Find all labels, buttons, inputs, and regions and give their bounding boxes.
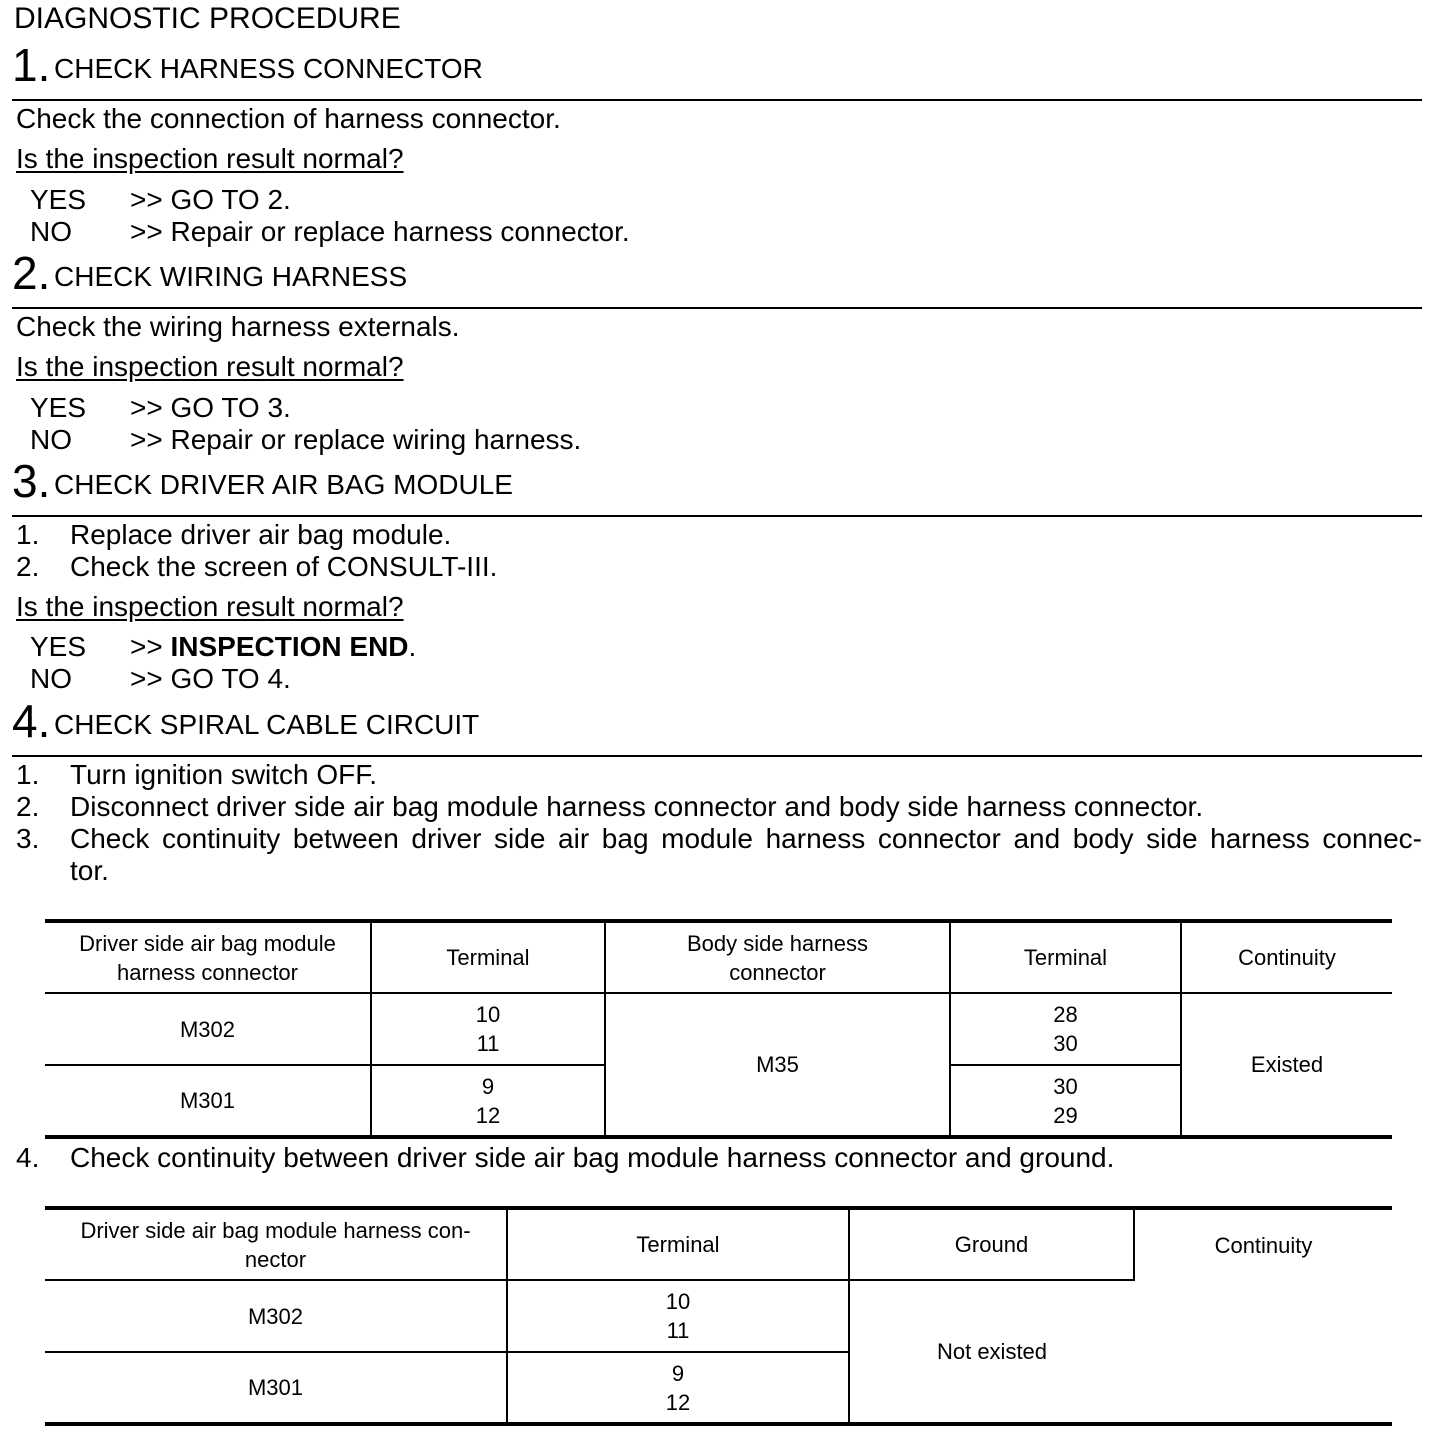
list-item-number: 2. bbox=[16, 551, 40, 582]
no-action: >> Repair or replace harness connector. bbox=[130, 216, 630, 247]
list-item: Check continuity between driver side air bag module harness connector and ground. bbox=[70, 1142, 1115, 1173]
yes-action-prefix: >> bbox=[130, 631, 171, 662]
list-item-continuation: tor. bbox=[70, 855, 109, 886]
yes-action bbox=[130, 631, 416, 663]
list-item-number: 3. bbox=[16, 823, 40, 854]
step-title: CHECK SPIRAL CABLE CIRCUIT bbox=[54, 709, 480, 740]
continuity-cell: Not existed bbox=[849, 1280, 1134, 1424]
yes-label: YES bbox=[30, 184, 87, 215]
terminal-cell: 9 12 bbox=[507, 1352, 849, 1424]
divider bbox=[12, 307, 1422, 309]
step-number: 3. bbox=[12, 455, 51, 507]
list-item: Replace driver air bag module. bbox=[70, 519, 452, 550]
step-number: 4. bbox=[12, 695, 51, 747]
no-label: NO bbox=[30, 216, 72, 247]
ground-cell: Ground bbox=[849, 1208, 1134, 1280]
header-driver-connector: Driver side air bag module harness con- nector bbox=[45, 1208, 507, 1280]
divider bbox=[12, 99, 1422, 101]
step-title: CHECK HARNESS CONNECTOR bbox=[54, 53, 483, 84]
yes-label: YES bbox=[30, 392, 87, 423]
list-item: Turn ignition switch OFF. bbox=[70, 759, 378, 790]
no-label: NO bbox=[30, 424, 72, 455]
terminal-cell: 9 12 bbox=[371, 1065, 605, 1137]
page-title: DIAGNOSTIC PROCEDURE bbox=[14, 2, 401, 35]
header-driver-connector: Driver side air bag module harness connector bbox=[45, 921, 371, 993]
terminal-cell: 10 11 bbox=[371, 993, 605, 1065]
table-row bbox=[45, 993, 1392, 1065]
inspection-question: Is the inspection result normal? bbox=[16, 351, 404, 382]
continuity-table-body-harness bbox=[45, 919, 1392, 1139]
header-continuity: Continuity bbox=[1214, 1232, 1313, 1258]
inspection-end-text: INSPECTION END bbox=[170, 631, 409, 662]
header-body-connector: Body side harness connector bbox=[605, 921, 950, 993]
step-instruction: Check the connection of harness connector. bbox=[16, 103, 561, 134]
step-instruction: Check the wiring harness externals. bbox=[16, 311, 460, 342]
yes-action: >> GO TO 2. bbox=[130, 184, 291, 215]
no-action: >> Repair or replace wiring harness. bbox=[130, 424, 582, 455]
body-connector-cell: M35 bbox=[605, 993, 950, 1137]
list-item: Check continuity between driver side air bag module harness connector and body side harness connec- bbox=[70, 823, 1422, 854]
table-row bbox=[45, 1280, 1392, 1352]
yes-action-suffix: . bbox=[408, 631, 417, 662]
divider bbox=[12, 755, 1422, 757]
list-item-number: 4. bbox=[16, 1142, 40, 1173]
divider bbox=[12, 515, 1422, 517]
connector-cell: M301 bbox=[45, 1352, 507, 1424]
yes-label: YES bbox=[30, 631, 87, 662]
list-item: Check the screen of CONSULT-III. bbox=[70, 551, 498, 582]
connector-cell: M302 bbox=[45, 1280, 507, 1352]
step-number: 1. bbox=[12, 39, 51, 91]
table-row bbox=[45, 1352, 1392, 1424]
body-terminal-cell: 28 30 bbox=[950, 993, 1181, 1065]
connector-cell: M302 bbox=[45, 993, 371, 1065]
list-item-number: 1. bbox=[16, 759, 40, 790]
list-item: Disconnect driver side air bag module harness connector and body side harness connector. bbox=[70, 791, 1204, 822]
yes-action: >> GO TO 3. bbox=[130, 392, 291, 423]
step-number: 2. bbox=[12, 247, 51, 299]
step-title: CHECK WIRING HARNESS bbox=[54, 261, 408, 292]
terminal-cell: 10 11 bbox=[507, 1280, 849, 1352]
inspection-question: Is the inspection result normal? bbox=[16, 591, 404, 622]
no-label: NO bbox=[30, 663, 72, 694]
connector-cell: M301 bbox=[45, 1065, 371, 1137]
list-item-number: 2. bbox=[16, 791, 40, 822]
inspection-question: Is the inspection result normal? bbox=[16, 143, 404, 174]
continuity-cell: Existed bbox=[1181, 993, 1392, 1137]
header-terminal: Terminal bbox=[371, 921, 605, 993]
list-item-number: 1. bbox=[16, 519, 40, 550]
step-title: CHECK DRIVER AIR BAG MODULE bbox=[54, 469, 513, 500]
no-action: >> GO TO 4. bbox=[130, 663, 291, 694]
header-terminal: Terminal bbox=[507, 1208, 849, 1280]
body-terminal-cell: 30 29 bbox=[950, 1065, 1181, 1137]
header-continuity: Continuity bbox=[1238, 945, 1336, 970]
continuity-table-ground bbox=[45, 1206, 1392, 1426]
header-terminal: Terminal bbox=[950, 921, 1181, 993]
